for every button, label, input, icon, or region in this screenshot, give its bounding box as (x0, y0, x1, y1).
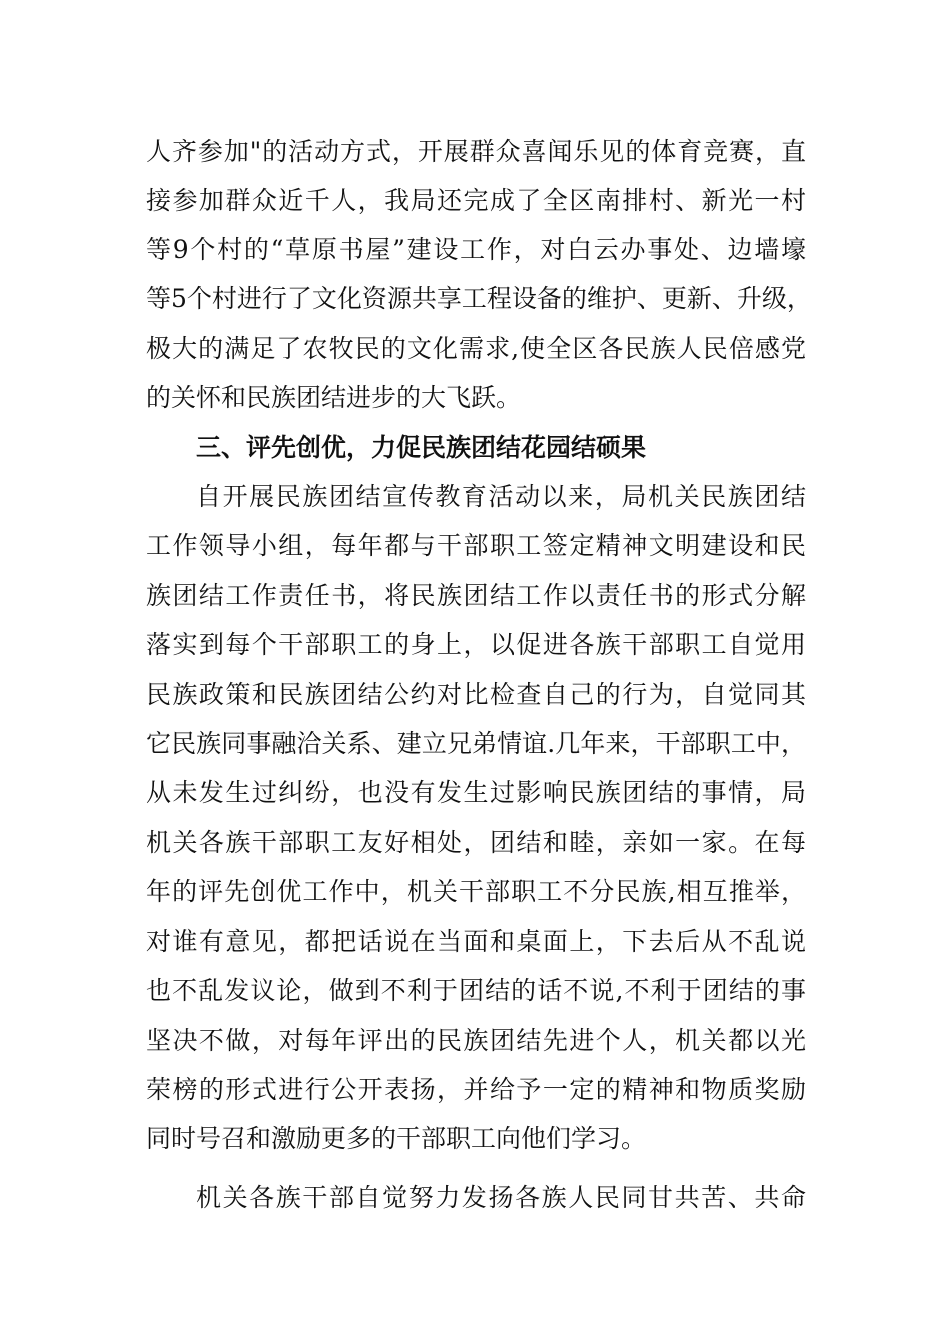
text-line: 荣榜的形式进行公开表扬，并给予一定的精神和物质奖励 (146, 1075, 806, 1104)
text-line: 族团结工作责任书，将民族团结工作以责任书的形式分解 (146, 581, 806, 610)
text-line: 工作领导小组，每年都与干部职工签定精神文明建设和民 (146, 531, 806, 560)
text-line: 的关怀和民族团结进步的大飞跃。 (146, 383, 522, 412)
text-line: 机关各族干部职工友好相处，团结和睦，亲如一家。在每 (146, 828, 806, 857)
text-line: 人齐参加"的活动方式，开展群众喜闻乐见的体育竞赛，直 (146, 137, 806, 166)
text-line: 落实到每个干部职工的身上，以促进各族干部职工自觉用 (146, 630, 806, 659)
text-line: 它民族同事融洽关系、建立兄弟情谊.几年来，干部职工中， (146, 729, 806, 758)
text-line: 从未发生过纠纷，也没有发生过影响民族团结的事情，局 (146, 778, 806, 807)
text-line: 对谁有意见，都把话说在当面和桌面上，下去后从不乱说 (146, 927, 806, 956)
text-line: 接参加群众近千人，我局还完成了全区南排村、新光一村 (146, 186, 806, 215)
text-line: 同时号召和激励更多的干部职工向他们学习。 (146, 1124, 647, 1153)
text-line: 年的评先创优工作中，机关干部职工不分民族,相互推举， (146, 877, 806, 906)
text-line: 也不乱发议论，做到不利于团结的话不说,不利于团结的事 (146, 976, 806, 1005)
text-line: 民族政策和民族团结公约对比检查自己的行为，自觉同其 (146, 680, 806, 709)
section-heading: 三、评先创优，力促民族团结花园结硕果 (196, 433, 647, 462)
text-line: 坚决不做，对每年评出的民族团结先进个人，机关都以光 (146, 1026, 806, 1055)
text-line: 机关各族干部自觉努力发扬各族人民同甘共苦、共命 (196, 1183, 806, 1212)
text-line: 等9个村的“草原书屋”建设工作，对白云办事处、边墙壕 (146, 235, 806, 264)
text-line: 自开展民族团结宣传教育活动以来，局机关民族团结 (196, 482, 806, 511)
text-line: 极大的满足了农牧民的文化需求,使全区各民族人民倍感党 (146, 334, 806, 363)
text-line: 等5个村进行了文化资源共享工程设备的维护、更新、升级， (146, 284, 812, 313)
